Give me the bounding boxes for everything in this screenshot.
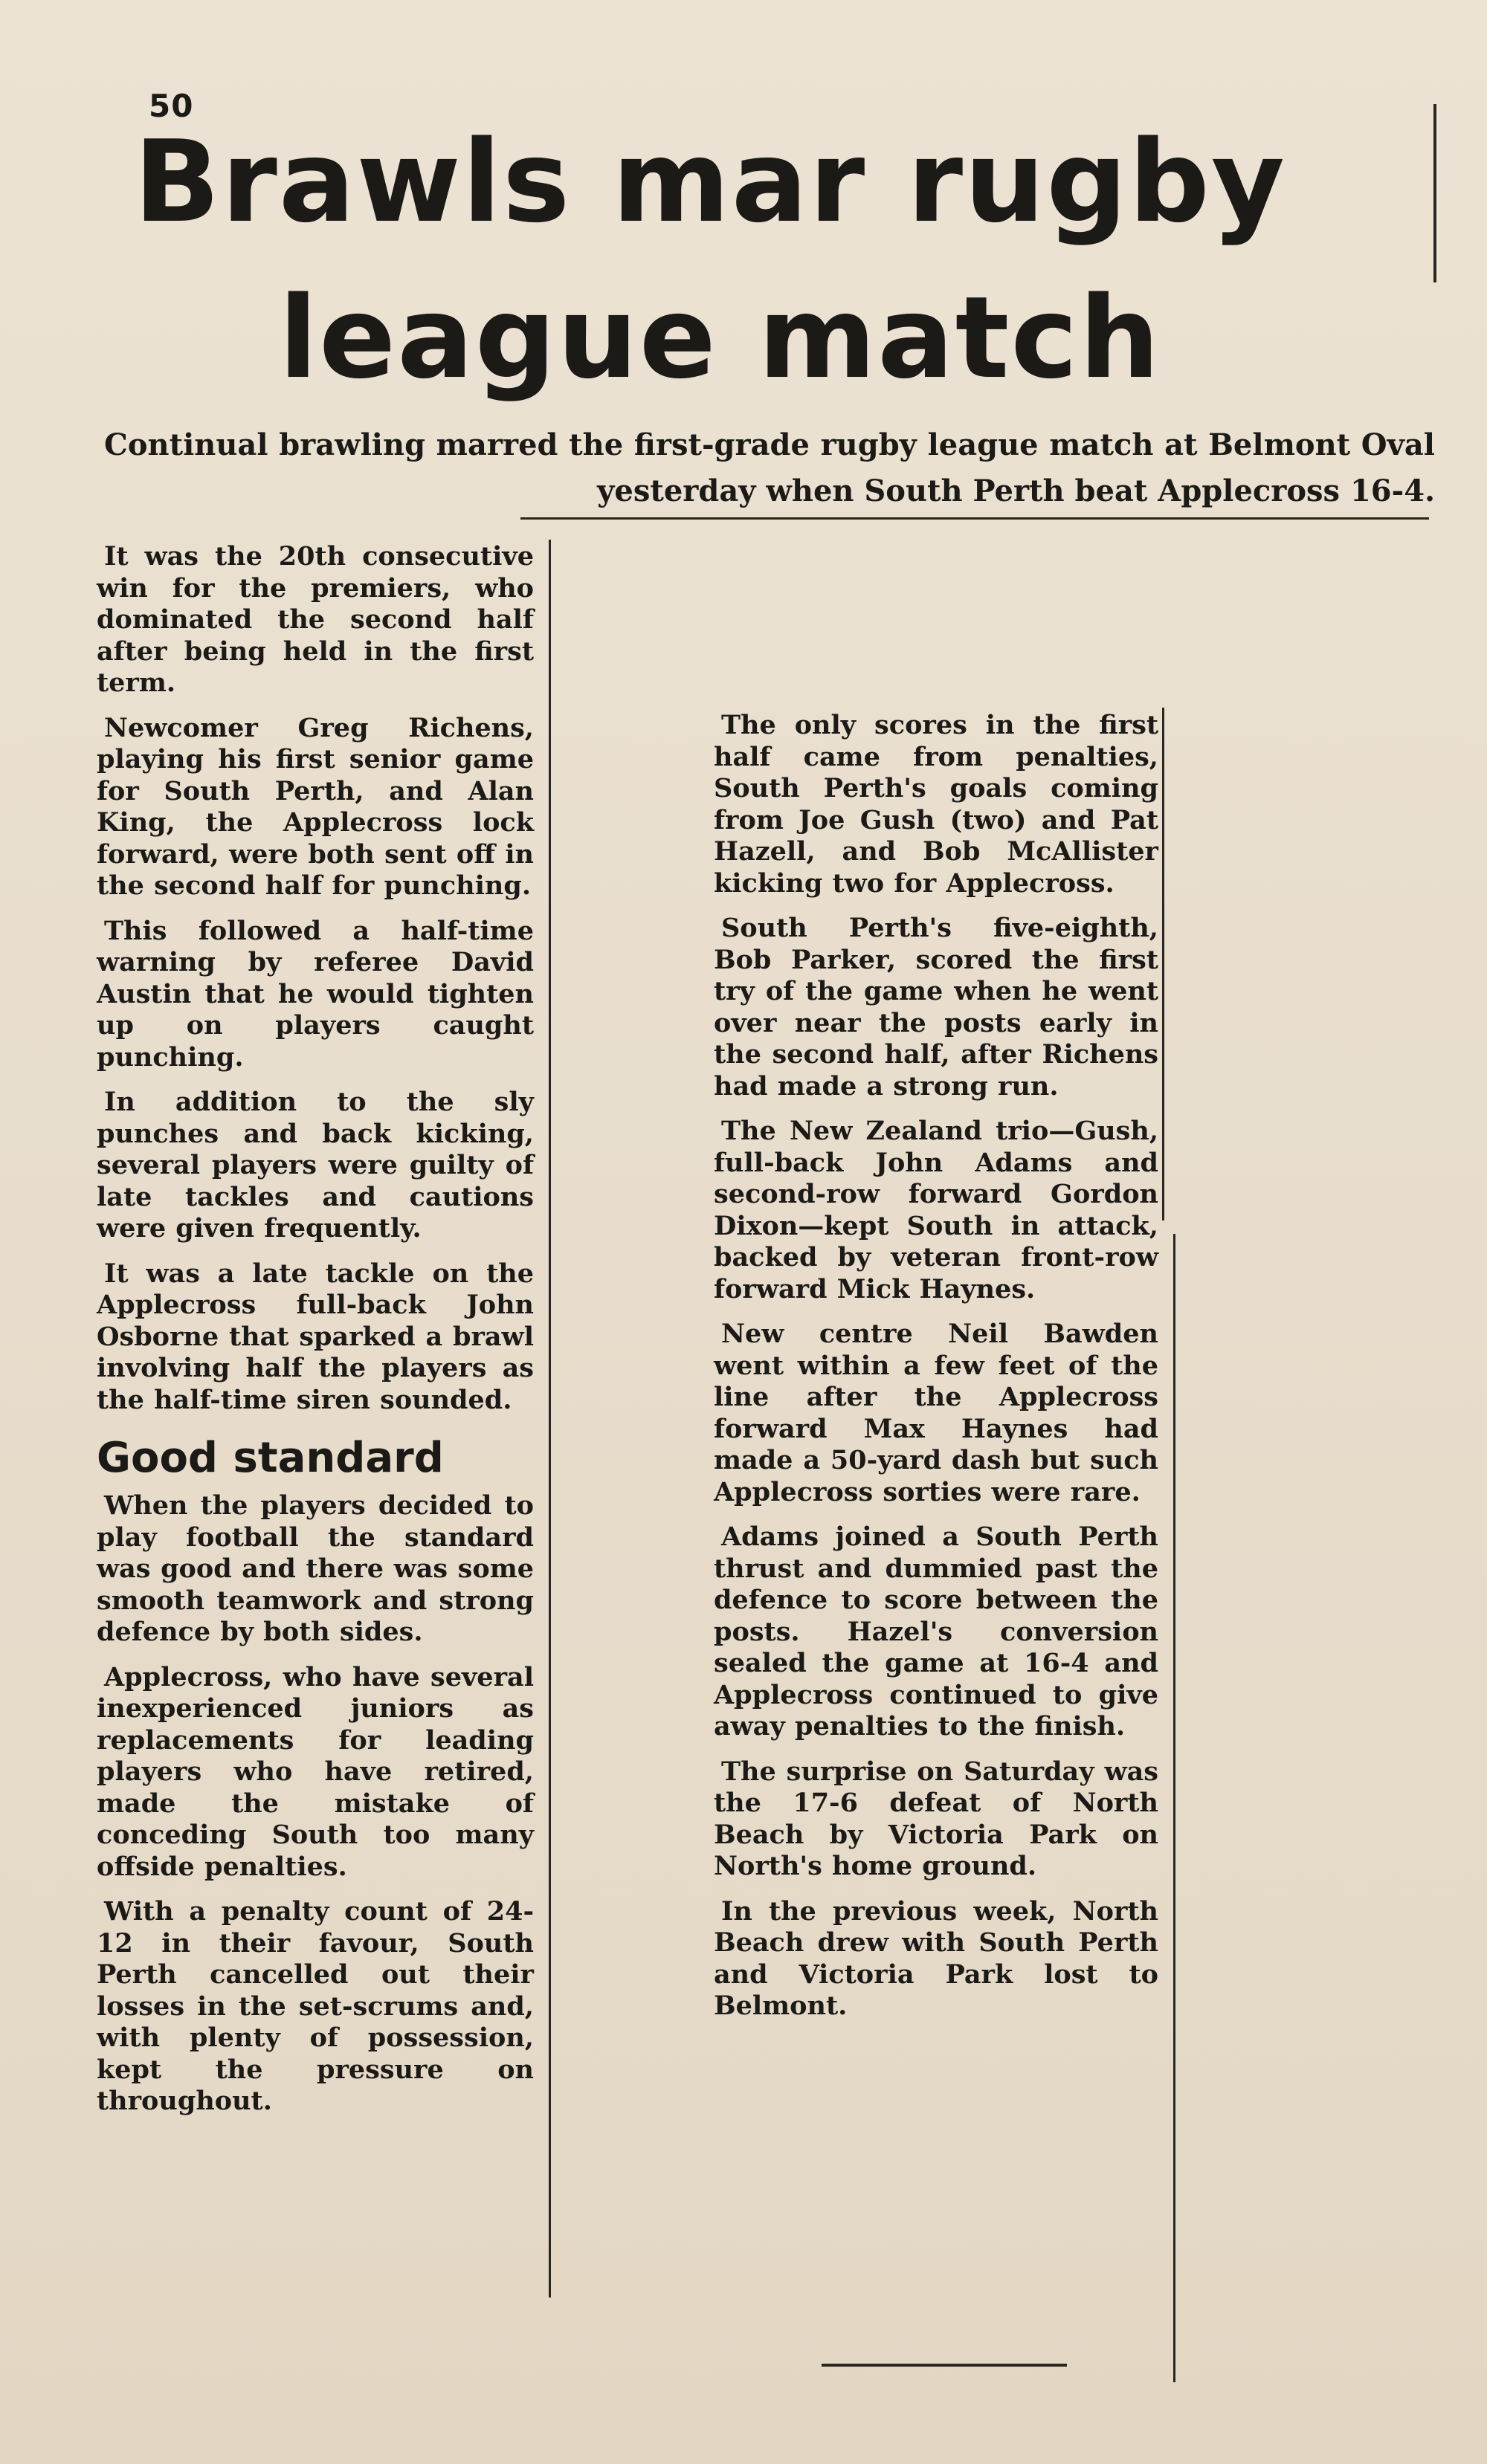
- paragraph: This followed a half-time warning by referee David Austin that he would tighten up on players caught punching.: [97, 915, 534, 1073]
- paragraph: The only scores in the first half came from penalties, South Perth's goals coming from Joe Gush (two) and Pat Hazell, and Bob McAllister kicking two for Applecross.: [714, 710, 1158, 899]
- subheading: Good standard: [97, 1434, 444, 1482]
- paragraph: Applecross, who have several inexperienced juniors as replacements for leading players who have retired, made the mistake of conceding South too many offside penalties.: [97, 1661, 534, 1882]
- paragraph: Newcomer Greg Richens, playing his first senior game for South Perth, and Alan King, the Applecross lock forward, were both sent off in the second half for punching.: [97, 712, 534, 901]
- paragraph: When the players decided to play football the standard was good and there was some smooth teamwork and strong defence by both sides.: [97, 1490, 534, 1647]
- end-rule: [822, 2364, 1067, 2367]
- article-column-2: [714, 710, 1158, 2036]
- headline-line-1: Brawls mar rugby: [134, 116, 1286, 248]
- paragraph: In addition to the sly punches and back kicking, several players were guilty of late tackles and cautions were given frequently.: [97, 1087, 534, 1244]
- paragraph: It was the 20th consecutive win for the premiers, who dominated the second half after being held in the first term.: [97, 541, 534, 698]
- page-number: 50: [149, 88, 194, 124]
- headline-line-2: league match: [279, 272, 1161, 404]
- column-rule: [1162, 708, 1164, 1220]
- header-rule: [1433, 104, 1436, 282]
- paragraph: It was a late tackle on the Applecross full-back John Osborne that sparked a brawl involving half the players as the half-time siren sounded.: [97, 1258, 534, 1415]
- article-column-1: [97, 541, 534, 2131]
- paragraph: With a penalty count of 24-12 in their favour, South Perth cancelled out their losses in the set-scrums and, with plenty of possession, kept the pressure on throughout.: [97, 1896, 534, 2116]
- paragraph: The New Zealand trio—Gush, full-back John Adams and second-row forward Gordon Dixon—kept South in attack, backed by veteran front-row forward Mick Haynes.: [714, 1116, 1158, 1304]
- standfirst-rule: [520, 517, 1429, 520]
- headline: [134, 104, 1428, 416]
- paragraph: In the previous week, North Beach drew with South Perth and Victoria Park lost to Belmont.: [714, 1895, 1158, 2021]
- paragraph: South Perth's five-eighth, Bob Parker, scored the first try of the game when he went over near the posts early in the second half, after Richens had made a strong run.: [714, 913, 1158, 1102]
- paragraph: Adams joined a South Perth thrust and dummied past the defence to score between the posts. Hazel's conversion sealed the game at 16-4 and Applecross continued to give away penalties to the finish.: [714, 1522, 1158, 1742]
- column-rule: [1173, 1234, 1175, 2382]
- standfirst: Continual brawling marred the first-grade rugby league match at Belmont Oval yesterday when South Perth beat Applecross 16-4.: [104, 427, 1435, 508]
- column-rule: [549, 540, 551, 2298]
- paragraph: The surprise on Saturday was the 17-6 defeat of North Beach by Victoria Park on North's home ground.: [714, 1756, 1158, 1881]
- paragraph: New centre Neil Bawden went within a few feet of the line after the Applecross forward Max Haynes had made a 50-yard dash but such Applecross sorties were rare.: [714, 1319, 1158, 1507]
